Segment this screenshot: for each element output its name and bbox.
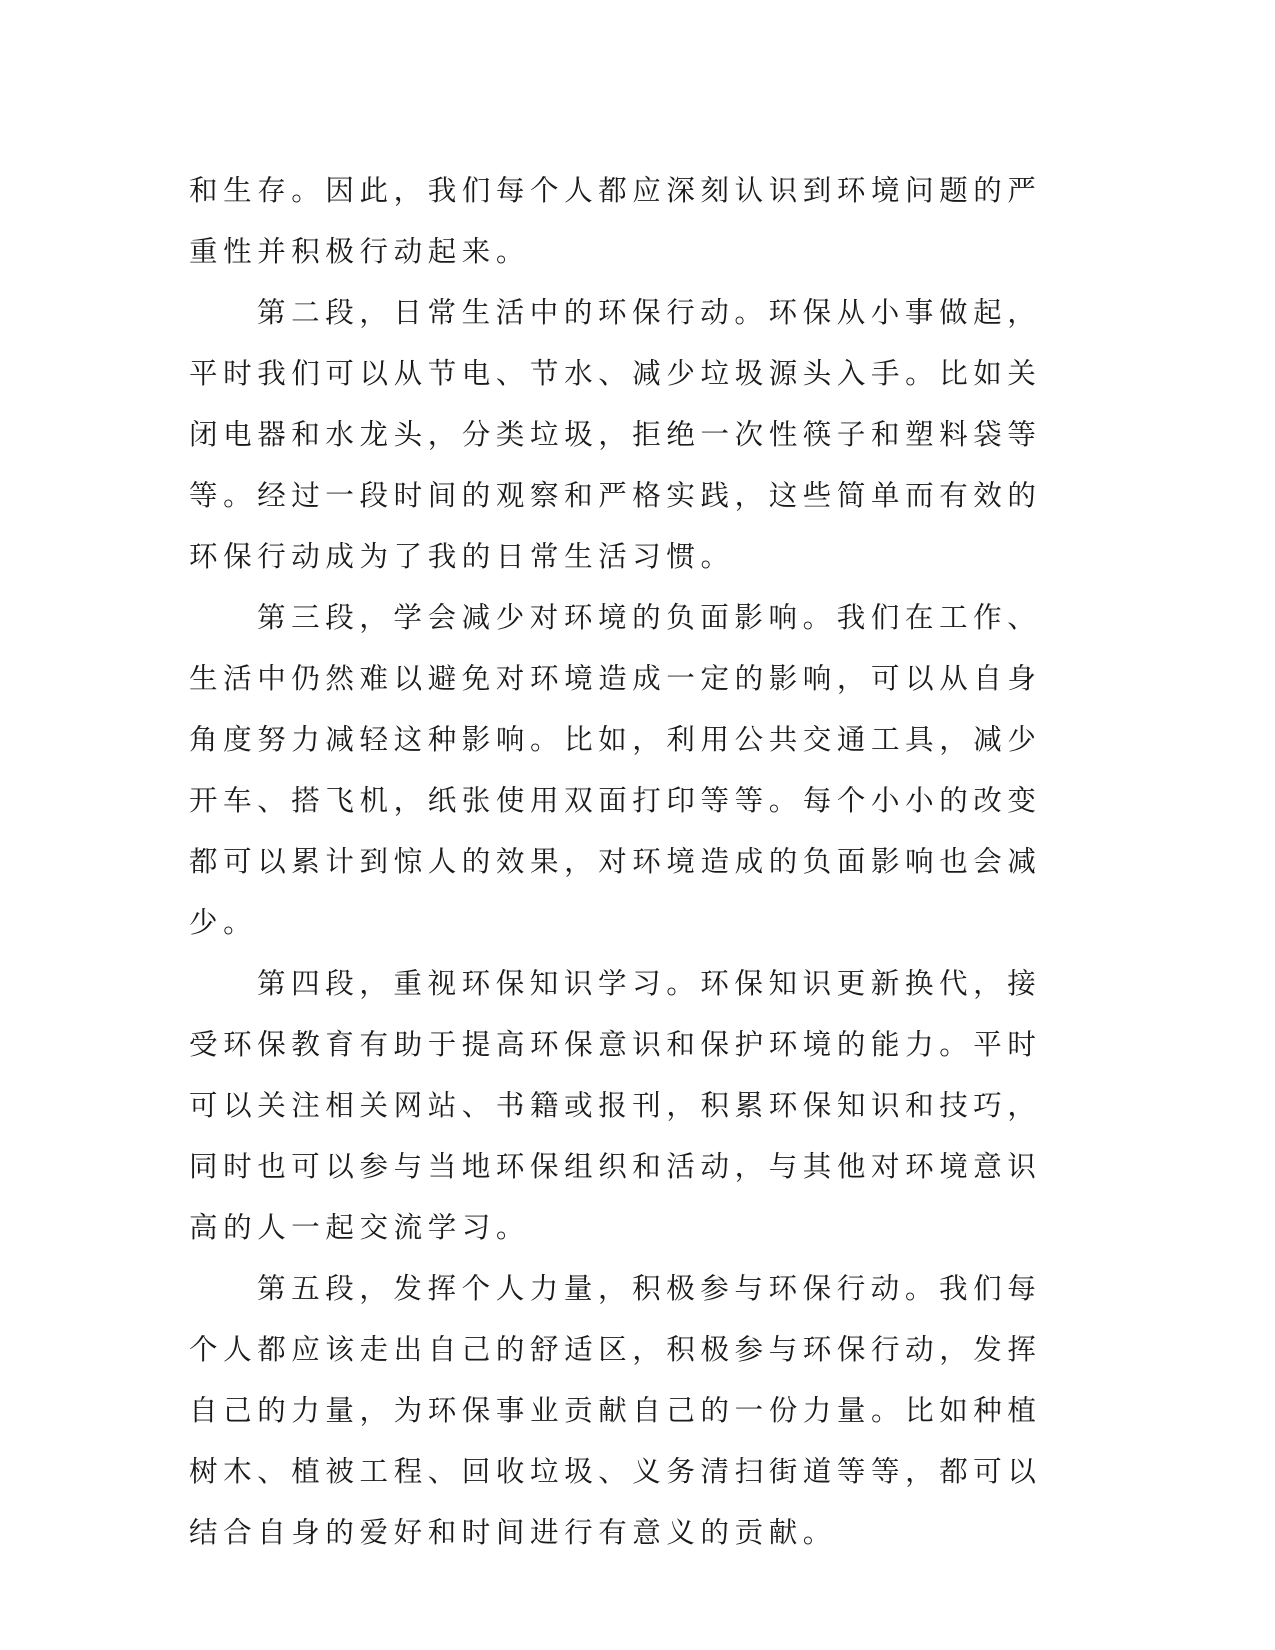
paragraph-section-5: 第五段，发挥个人力量，积极参与环保行动。我们每个人都应该走出自己的舒适区，积极参与环保行动，发挥自己的力量，为环保事业贡献自己的一份力量。比如种植树木、植被工程、回收垃圾、义务清扫街道等等，都可以结合自身的爱好和时间进行有意义的贡献。 [189, 1272, 1042, 1549]
paragraph-section-2: 第二段，日常生活中的环保行动。环保从小事做起，平时我们可以从节电、节水、减少垃圾源头入手。比如关闭电器和水龙头，分类垃圾，拒绝一次性筷子和塑料袋等等。经过一段时间的观察和严格实践，这些简单而有效的环保行动成为了我的日常生活习惯。 [189, 296, 1042, 573]
paragraph-section-4: 第四段，重视环保知识学习。环保知识更新换代，接受环保教育有助于提高环保意识和保护环境的能力。平时可以关注相关网站、书籍或报刊，积累环保知识和技巧，同时也可以参与当地环保组织和活动，与其他对环境意识高的人一起交流学习。 [189, 967, 1042, 1244]
paragraph-section-3: 第三段，学会减少对环境的负面影响。我们在工作、生活中仍然难以避免对环境造成一定的影响，可以从自身角度努力减轻这种影响。比如，利用公共交通工具，减少开车、搭飞机，纸张使用双面打印等等。每个小小的改变都可以累计到惊人的效果，对环境造成的负面影响也会减少。 [189, 601, 1042, 939]
document-body [189, 160, 1069, 1563]
paragraph-intro-continuation: 和生存。因此，我们每个人都应深刻认识到环境问题的严重性并积极行动起来。 [189, 174, 1042, 268]
